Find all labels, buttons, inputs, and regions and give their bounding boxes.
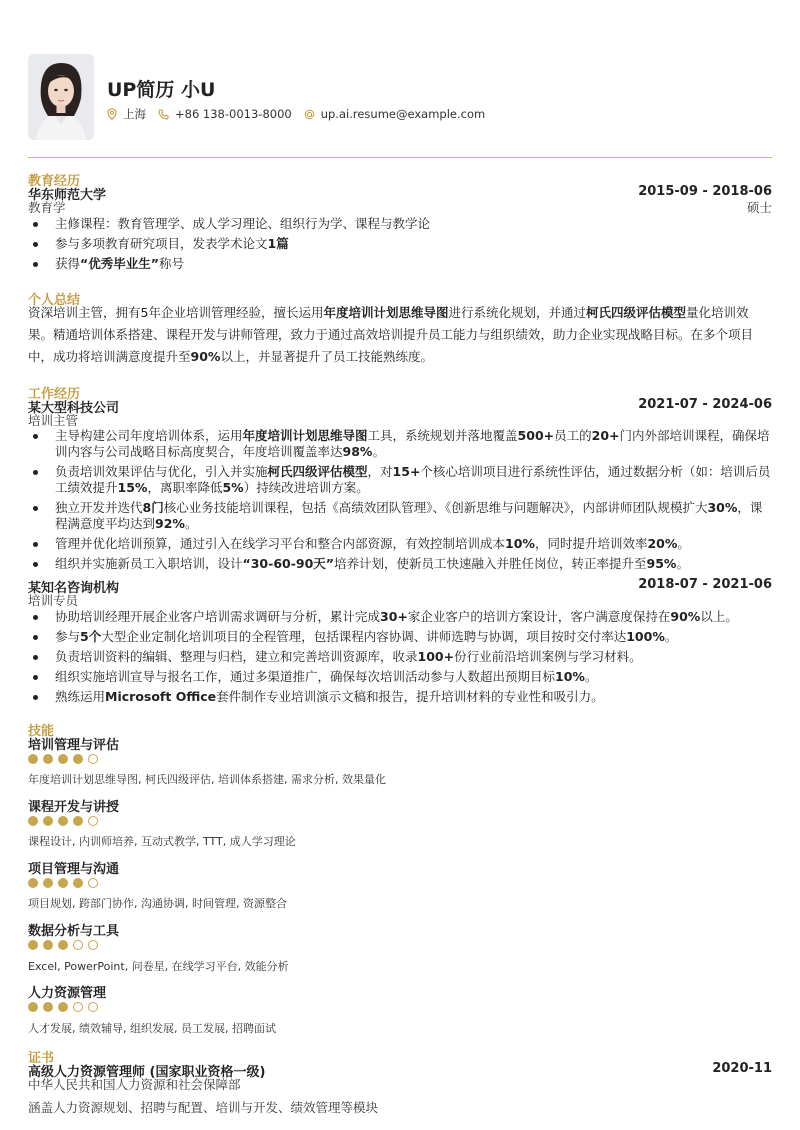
rating-dot-filled [58,1002,68,1012]
rating-dot-filled [73,878,83,888]
phone-icon [158,109,169,120]
job-bullet-text: 协助培训经理开展企业客户培训需求调研与分析，累计完成30+家企业客户的培训方案设计，客户满意度保持在90%以上。 [55,609,738,624]
rating-dot-filled [43,940,53,950]
job-role: 培训主管 [28,413,79,428]
job-role: 培训专员 [28,593,79,608]
skill-tags: 年度培训计划思维导图, 柯氏四级评估, 培训体系搭建, 需求分析, 效果量化 [28,773,386,786]
candidate-name: UP简历 小U [107,79,216,101]
edu-bullet-text: 获得“优秀毕业生”称号 [55,256,184,271]
skill-rating [28,878,103,888]
rating-dot-filled [43,1002,53,1012]
section-title-education: 教育经历 [28,174,81,189]
certificate-issuer: 中华人民共和国人力资源和社会保障部 [28,1077,241,1092]
rating-dot-filled [43,754,53,764]
job-bullet-text: 主导构建公司年度培训体系，运用年度培训计划思维导图工具，系统规划并落地覆盖500+员工的20+门内外部培训课程，确保培训内容与公司战略目标高度契合，年度培训覆盖率达98%。 [55,428,770,459]
education-dates: 2015-09 - 2018-06 [638,184,772,199]
list-item [28,629,772,645]
skill-name: 人力资源管理 [28,986,107,1001]
job-bullet-text: 负责培训资料的编辑、整理与归档，建立和完善培训资源库，收录100+份行业前沿培训案例与学习材料。 [55,649,642,664]
skill-name: 项目管理与沟通 [28,862,120,877]
list-item [28,649,772,665]
job-bullet-text: 组织并实施新员工入职培训，设计“30-60-90天”培养计划，使新员工快速融入并胜任岗位，转正率提升至95%。 [55,556,689,571]
major: 教育学 [28,200,66,215]
skill-name: 培训管理与评估 [28,738,120,753]
at-sign-icon [304,109,315,120]
email-text: up.ai.resume@example.com [320,107,486,121]
rating-dot-empty [88,816,98,826]
rating-dot-filled [58,754,68,764]
skill-rating [28,1002,103,1012]
rating-dot-filled [28,940,38,950]
skill-name: 数据分析与工具 [28,924,120,939]
contact-location [107,106,146,122]
location-text: 上海 [123,107,146,121]
rating-dot-filled [58,940,68,950]
rating-dot-filled [58,878,68,888]
phone-text: +86 138-0013-8000 [175,107,292,121]
section-title-certificates: 证书 [28,1051,55,1066]
edu-bullet-text: 参与多项教育研究项目，发表学术论文1篇 [55,236,289,251]
job-dates: 2018-07 - 2021-06 [638,577,772,592]
job-bullet-text: 负责培训效果评估与优化，引入并实施柯氏四级评估模型，对15+个核心培训项目进行系统性评估，通过数据分析（如：培训后员工绩效提升15%，离职率降低5%）持续改进培训方案。 [55,464,771,495]
rating-dot-filled [43,816,53,826]
rating-dot-filled [28,754,38,764]
rating-dot-empty [88,940,98,950]
job-bullet-text: 独立开发并迭代8门核心业务技能培训课程，包括《高绩效团队管理》、《创新思维与问题解决》，内部讲师团队规模扩大30%，课程满意度平均达到92%。 [55,500,763,531]
section-title-summary: 个人总结 [28,293,81,308]
skill-tags: 人才发展, 绩效辅导, 组织发展, 员工发展, 招聘面试 [28,1022,276,1035]
job-dates: 2021-07 - 2024-06 [638,397,772,412]
degree: 硕士 [746,200,772,215]
rating-dot-empty [88,754,98,764]
rating-dot-filled [28,1002,38,1012]
edu-bullet-text: 主修课程：教育管理学、成人学习理论、组织行为学、课程与教学论 [55,216,431,231]
rating-dot-filled [28,878,38,888]
rating-dot-empty [88,878,98,888]
rating-dot-filled [43,878,53,888]
company-name: 某大型科技公司 [28,401,120,416]
education-bullets [28,216,772,276]
list-item [28,536,772,552]
job-bullet-text: 组织实施培训宣导与报名工作，通过多渠道推广，确保每次培训活动参与人数超出预期目标10%。 [55,669,598,684]
skill-tags: 项目规划, 跨部门协作, 沟通协调, 时间管理, 资源整合 [28,897,287,910]
company-name: 某知名咨询机构 [28,581,120,596]
job-bullet-text: 管理并优化培训预算，通过引入在线学习平台和整合内部资源，有效控制培训成本10%，同时提升培训效率20%。 [55,536,690,551]
list-item [28,216,772,232]
certificate-description: 涵盖人力资源规划、招聘与配置、培训与开发、绩效管理等模块 [28,1100,379,1115]
school-name: 华东师范大学 [28,188,107,203]
rating-dot-empty [73,1002,83,1012]
list-item [28,689,772,705]
section-title-skills: 技能 [28,724,55,739]
skill-rating [28,754,103,764]
rating-dot-empty [88,1002,98,1012]
certificate-date: 2020-11 [712,1061,772,1076]
job-bullets [28,428,772,576]
list-item [28,428,772,460]
list-item [28,556,772,572]
contact-email[interactable] [304,107,485,121]
list-item [28,500,772,532]
avatar [28,54,94,140]
list-item [28,669,772,685]
skill-rating [28,816,103,826]
rating-dot-filled [58,816,68,826]
skill-tags: 课程设计, 内训师培养, 互动式教学, TTT, 成人学习理论 [28,835,296,848]
location-pin-icon [107,108,117,120]
skill-rating [28,940,103,950]
skill-tags: Excel, PowerPoint, 问卷星, 在线学习平台, 效能分析 [28,960,289,973]
job-bullet-text: 参与5个大型企业定制化培训项目的全程管理，包括课程内容协调、讲师选聘与协调，项目按时交付率达100%。 [55,629,678,644]
contact-info [107,106,497,122]
rating-dot-empty [73,940,83,950]
list-item [28,236,772,252]
section-title-work: 工作经历 [28,387,81,402]
resume-header [28,54,772,140]
rating-dot-filled [28,816,38,826]
header-divider [28,157,772,158]
contact-phone [158,107,292,121]
job-bullet-text: 熟练运用Microsoft Office套件制作专业培训演示文稿和报告，提升培训材料的专业性和吸引力。 [55,689,604,704]
rating-dot-filled [73,816,83,826]
list-item [28,609,772,625]
list-item [28,464,772,496]
skill-name: 课程开发与讲授 [28,800,120,815]
certificate-name: 高级人力资源管理师 (国家职业资格一级) [28,1065,266,1080]
summary-text: 资深培训主管，拥有5年企业培训管理经验，擅长运用年度培训计划思维导图进行系统化规划，并通过柯氏四级评估模型量化培训效果。精通培训体系搭建、课程开发与讲师管理，致力于通过高效培训提升员工能力与组织绩效，助力企业实现战略目标。在多个项目中，成功将培训满意度提升至90%以上，并显著提升了员工技能熟练度。 [28,305,754,364]
job-bullets [28,609,772,709]
rating-dot-filled [73,754,83,764]
education-subline [28,198,772,216]
list-item [28,256,772,272]
